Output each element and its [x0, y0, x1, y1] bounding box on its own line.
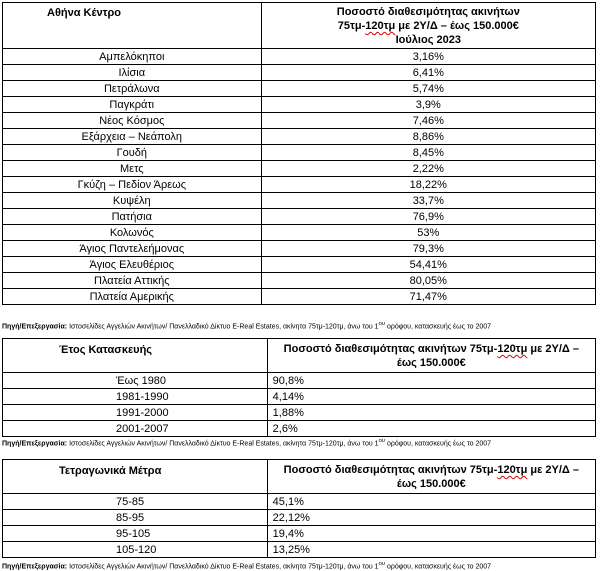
area-cell: Κυψέλη	[3, 193, 262, 209]
table-row	[3, 145, 596, 161]
table-row	[3, 421, 596, 437]
table-row	[3, 193, 596, 209]
table-row	[3, 542, 596, 558]
pct-cell: 3,9%	[261, 97, 595, 113]
pct-cell: 54,41%	[261, 257, 595, 273]
table-row	[3, 257, 596, 273]
area-cell: Πατήσια	[3, 209, 262, 225]
area-cell: Μετς	[3, 161, 262, 177]
area-cell: Κολωνός	[3, 225, 262, 241]
header-line2b: 120τμ	[365, 20, 396, 32]
pct-cell: 3,16%	[261, 49, 595, 65]
table-row	[3, 241, 596, 257]
source-sup: ου	[378, 438, 386, 444]
pct-cell: 13,25%	[267, 542, 595, 558]
pct-cell: 45,1%	[267, 494, 595, 510]
table-header-row	[3, 3, 596, 49]
area-cell: Νέος Κόσμος	[3, 113, 262, 129]
area-cell: Γκύζη – Πεδίον Άρεως	[3, 177, 262, 193]
construction-year-table	[2, 338, 596, 437]
table-row	[3, 129, 596, 145]
source-note	[2, 560, 491, 571]
table-row	[3, 389, 596, 405]
header-availability	[267, 460, 595, 494]
table-row	[3, 97, 596, 113]
pct-cell: 5,74%	[261, 81, 595, 97]
pct-cell: 8,45%	[261, 145, 595, 161]
pct-cell: 79,3%	[261, 241, 595, 257]
area-cell: Πετράλωνα	[3, 81, 262, 97]
header-line2c: με 2Υ/Δ – έως 150.000€	[395, 20, 519, 32]
pct-cell: 8,86%	[261, 129, 595, 145]
table-row	[3, 225, 596, 241]
header-line1a: Ποσοστό διαθεσιμότητας ακινήτων 75τμ-	[283, 464, 498, 476]
year-cell: 1991-2000	[3, 405, 268, 421]
pct-cell: 80,05%	[261, 273, 595, 289]
source-text-b: ορόφου, κατασκευής έως το 2007	[385, 440, 492, 448]
table-row	[3, 405, 596, 421]
table-row	[3, 510, 596, 526]
pct-cell: 2,6%	[267, 421, 595, 437]
year-cell: 2001-2007	[3, 421, 268, 437]
neighborhood-availability-table	[2, 2, 596, 305]
header-line3: Ιούλιος 2023	[395, 34, 461, 46]
header-line1b: 120τμ	[497, 343, 528, 355]
header-area: Αθήνα Κέντρο	[3, 3, 262, 49]
area-cell: Παγκράτι	[3, 97, 262, 113]
table-row	[3, 373, 596, 389]
header-sqm: Τετραγωνικά Μέτρα	[3, 460, 268, 494]
area-cell: Πλατεία Αττικής	[3, 273, 262, 289]
sqm-cell: 75-85	[3, 494, 268, 510]
table-row	[3, 289, 596, 305]
pct-cell: 76,9%	[261, 209, 595, 225]
source-text-b: ορόφου, κατασκευής έως το 2007	[385, 563, 492, 571]
source-text-a: Ιστοσελίδες Αγγελιών Ακινήτων/ Πανελλαδικό Δίκτυο E-Real Estates, ακίνητα 75τμ-120τμ, άνω του 1	[67, 323, 379, 331]
header-availability	[261, 3, 595, 49]
source-label: Πηγή/Επεξεργασία:	[2, 323, 68, 331]
area-cell: Ιλίσια	[3, 65, 262, 81]
source-sup: ου	[378, 321, 386, 327]
header-line1: Ποσοστό διαθεσιμότητας ακινήτων	[336, 6, 520, 18]
source-sup: ου	[378, 561, 386, 567]
sqm-cell: 95-105	[3, 526, 268, 542]
header-availability	[267, 339, 595, 373]
table-row	[3, 209, 596, 225]
pct-cell: 7,46%	[261, 113, 595, 129]
pct-cell: 2,22%	[261, 161, 595, 177]
pct-cell: 19,4%	[267, 526, 595, 542]
header-year: Έτος Κατασκευής	[3, 339, 268, 373]
table-header-row	[3, 339, 596, 373]
pct-cell: 90,8%	[267, 373, 595, 389]
pct-cell: 33,7%	[261, 193, 595, 209]
pct-cell: 18,22%	[261, 177, 595, 193]
source-text-b: ορόφου, κατασκευής έως το 2007	[385, 323, 492, 331]
source-note	[2, 320, 491, 331]
header-line2: έως 150.000€	[396, 478, 466, 490]
sqm-cell: 105-120	[3, 542, 268, 558]
header-line1b: 120τμ	[497, 464, 528, 476]
pct-cell: 53%	[261, 225, 595, 241]
source-note	[2, 437, 491, 448]
header-line1c: με 2Υ/Δ –	[527, 343, 579, 355]
pct-cell: 71,47%	[261, 289, 595, 305]
area-cell: Αμπελόκηποι	[3, 49, 262, 65]
table-row	[3, 273, 596, 289]
table-row	[3, 494, 596, 510]
table-row	[3, 65, 596, 81]
square-meters-table	[2, 459, 596, 558]
table-row	[3, 49, 596, 65]
area-cell: Γουδή	[3, 145, 262, 161]
table-row	[3, 81, 596, 97]
table-row	[3, 161, 596, 177]
header-line1c: με 2Υ/Δ –	[527, 464, 579, 476]
source-text-a: Ιστοσελίδες Αγγελιών Ακινήτων/ Πανελλαδικό Δίκτυο E-Real Estates, ακίνητα 75τμ-120τμ, άνω του 1	[67, 440, 379, 448]
table-row	[3, 113, 596, 129]
table-header-row	[3, 460, 596, 494]
area-cell: Πλατεία Αμερικής	[3, 289, 262, 305]
area-cell: Εξάρχεια – Νεάπολη	[3, 129, 262, 145]
header-line2a: 75τμ-	[337, 20, 366, 32]
source-text-a: Ιστοσελίδες Αγγελιών Ακινήτων/ Πανελλαδικό Δίκτυο E-Real Estates, ακίνητα 75τμ-120τμ, άνω του 1	[67, 563, 379, 571]
pct-cell: 22,12%	[267, 510, 595, 526]
source-label: Πηγή/Επεξεργασία:	[2, 440, 68, 448]
year-cell: 1981-1990	[3, 389, 268, 405]
pct-cell: 4,14%	[267, 389, 595, 405]
year-cell: Έως 1980	[3, 373, 268, 389]
area-cell: Άγιος Ελευθέριος	[3, 257, 262, 273]
sqm-cell: 85-95	[3, 510, 268, 526]
pct-cell: 6,41%	[261, 65, 595, 81]
source-label: Πηγή/Επεξεργασία:	[2, 563, 68, 571]
area-cell: Άγιος Παντελεήμονας	[3, 241, 262, 257]
table-row	[3, 177, 596, 193]
pct-cell: 1,88%	[267, 405, 595, 421]
table-row	[3, 526, 596, 542]
header-line1a: Ποσοστό διαθεσιμότητας ακινήτων 75τμ-	[283, 343, 498, 355]
header-line2: έως 150.000€	[396, 357, 466, 369]
